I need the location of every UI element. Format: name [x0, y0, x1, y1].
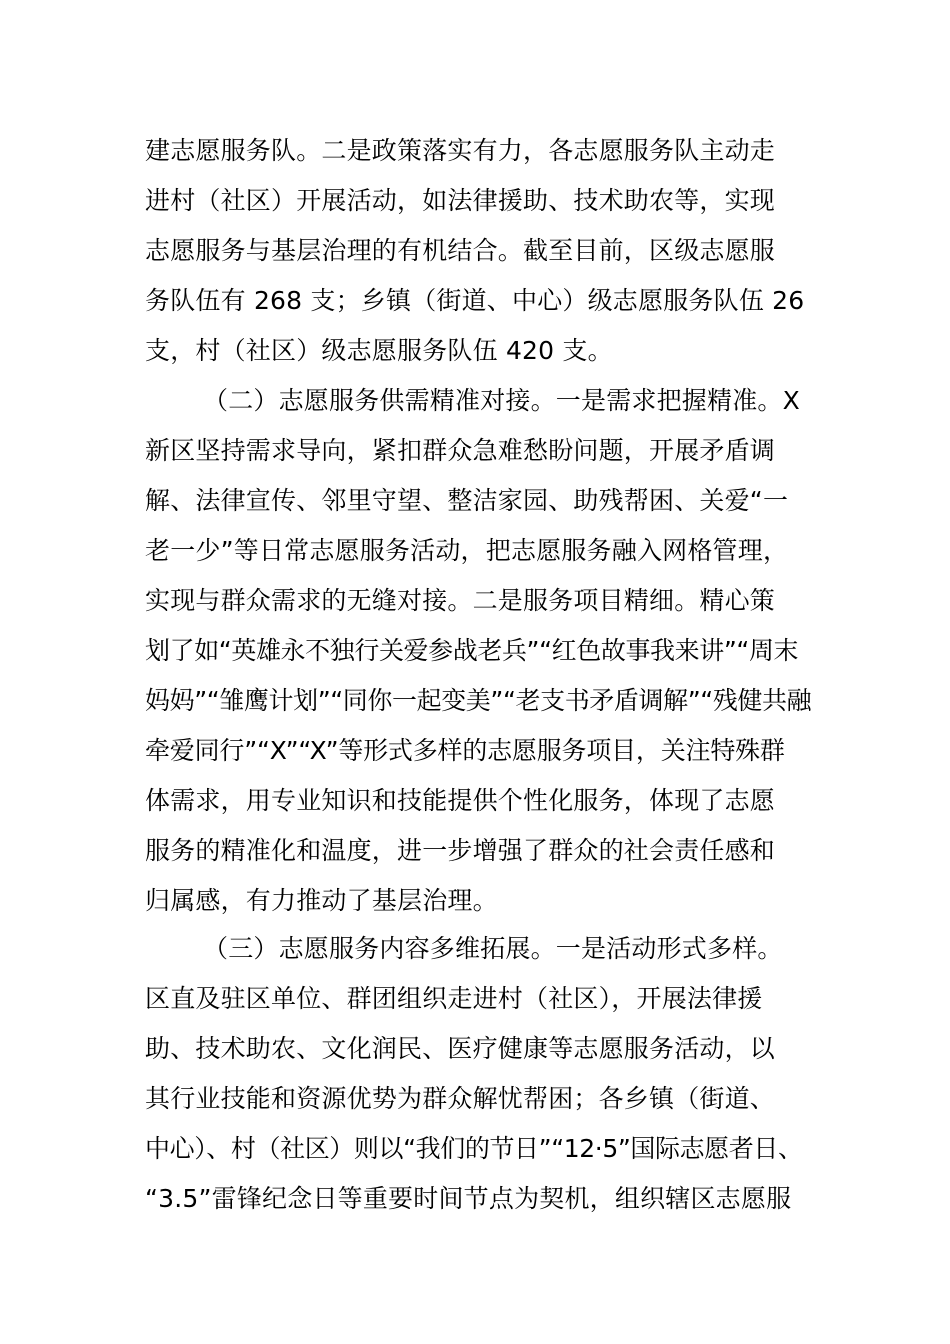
text-line: 老一少”等日常志愿服务活动，把志愿服务融入网格管理，	[145, 536, 789, 565]
text-line: 妈妈”“雏鹰计划”“同你一起变美”“老支书矛盾调解”“残健共融	[145, 686, 812, 715]
text-line: 中心）、村（社区）则以“我们的节日”“12·5”国际志愿者日、	[145, 1134, 803, 1163]
text-line: 解、法律宣传、邻里守望、整洁家园、助残帮困、关爱“一	[145, 486, 789, 515]
paragraph-heading-2: （二）志愿服务供需精准对接。一是需求把握精准。X	[203, 386, 800, 415]
text-line: 牵爱同行”“X”“X”等形式多样的志愿服务项目，关注特殊群	[145, 736, 785, 765]
paragraph-heading-3: （三）志愿服务内容多维拓展。一是活动形式多样。	[203, 934, 783, 963]
text-line: 志愿服务与基层治理的有机结合。截至目前，区级志愿服	[145, 236, 776, 265]
text-line: 服务的精准化和温度，进一步增强了群众的社会责任感和	[145, 836, 776, 865]
text-line: 实现与群众需求的无缝对接。二是服务项目精细。精心策	[145, 586, 776, 615]
text-line: 助、技术助农、文化润民、医疗健康等志愿服务活动，以	[145, 1034, 776, 1063]
text-line: 支，村（社区）级志愿服务队伍 420 支。	[145, 336, 613, 365]
text-line: 进村（社区）开展活动，如法律援助、技术助农等，实现	[145, 186, 776, 215]
text-line: “3.5”雷锋纪念日等重要时间节点为契机，组织辖区志愿服	[145, 1184, 792, 1213]
text-line: 体需求，用专业知识和技能提供个性化服务，体现了志愿	[145, 786, 776, 815]
text-line: 新区坚持需求导向，紧扣群众急难愁盼问题，开展矛盾调	[145, 436, 776, 465]
text-line: 建志愿服务队。二是政策落实有力，各志愿服务队主动走	[145, 136, 776, 165]
text-line: 归属感，有力推动了基层治理。	[145, 886, 498, 915]
text-line: 区直及驻区单位、群团组织走进村（社区），开展法律援	[145, 984, 763, 1013]
text-line: 务队伍有 268 支；乡镇（街道、中心）级志愿服务队伍 26	[145, 286, 805, 315]
text-line: 其行业技能和资源优势为群众解忧帮困；各乡镇（街道、	[145, 1084, 776, 1113]
text-line: 划了如“英雄永不独行关爱参战老兵”“红色故事我来讲”“周末	[145, 636, 799, 665]
